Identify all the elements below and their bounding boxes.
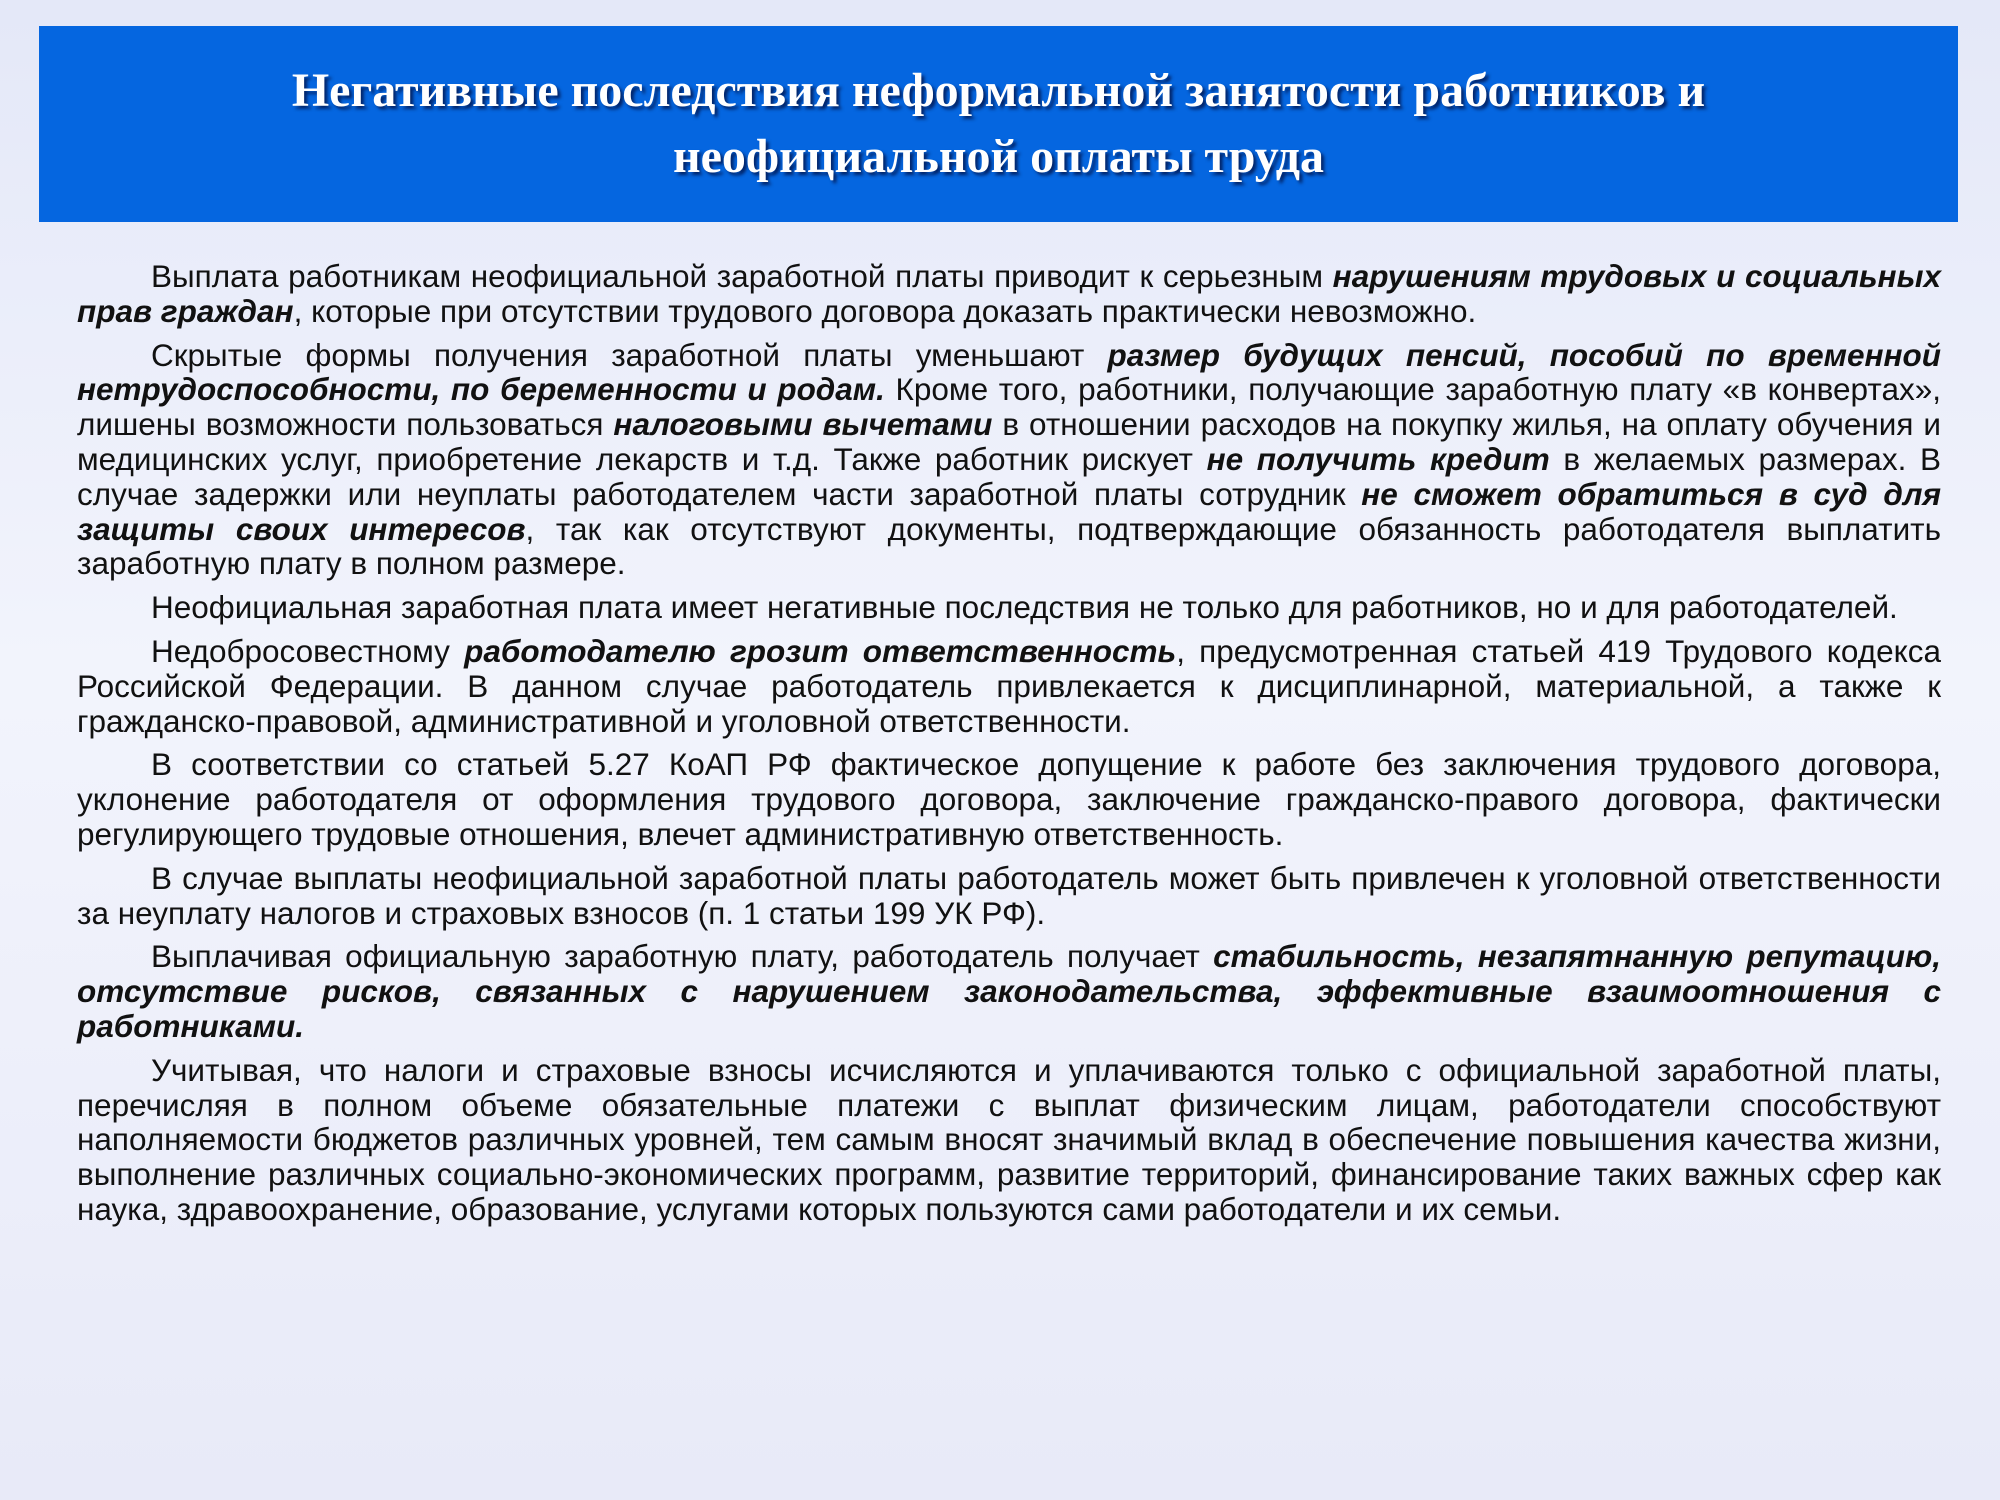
paragraph-employer-consequences [77,590,1941,625]
paragraph-criminal-liability [77,861,1941,931]
text-run: Неофициальная заработная плата имеет негативные последствия не только для работников, но и для работодателей. [151,589,1898,626]
text-run: , которые при отсутствии трудового договора доказать практически невозможно. [293,292,1477,329]
text-run: В случае выплаты неофициальной заработной платы работодатель может быть привлечен к уголовной ответственности за неуплату налогов и страховых взносов (п. 1 статьи 199 УК РФ). [77,859,1941,931]
text-run: , предусмотренная статьей 419 Трудового кодекса Российской Федерации. В данном случае работодатель привлекается к дисциплинарной, материальной, а также к гражданско-правовой, административной и уголовной ответственности. [77,632,1942,739]
emphasis-text: размер будущих пенсий, пособий по временной нетрудоспособности, по беременности и родам. [77,336,1941,408]
text-run: Выплата работникам неофициальной заработной платы приводит к серьезным [151,258,1333,294]
text-run: Учитывая, что налоги и страховые взносы исчисляются и уплачиваются только с официальной заработной платы, перечисляя в полном объеме обязательные платежи с выплат физическим лицам, работодатели способствуют наполняемости бюджетов различных уровней, тем самым вносят значимый вклад в обеспечение повышения качества жизни, выполнение различных социально-экономических программ, развитие территорий, финансирование таких важных сфер как наука, здравоохранение, образование, услугами которых пользуются сами работодатели и их семьи. [77,1051,1941,1227]
emphasis-text: налоговыми вычетами [613,406,993,443]
text-run: , так как отсутствуют документы, подтверждающие обязанность работодателя выплатить заработную плату в полном размере. [77,510,1941,582]
title-banner [39,26,1958,222]
text-run: Скрытые формы получения заработной платы уменьшают [151,336,1108,373]
page-title-line-1: Негативные последствия неформальной занятости работников и [291,64,1706,117]
text-run: Выплачивая официальную заработную плату, работодатель получает [151,938,1214,975]
paragraph-official-wage-benefits [77,939,1941,1043]
text-run: В соответствии со статьей 5.27 КоАП РФ фактическое допущение к работе без заключения трудового договора, уклонение работодателя от оформления трудового договора, заключение гражданско-правого договора, фактически регулирующего трудовые отношения, влечет административную ответственность. [77,746,1941,852]
emphasis-text: работодателю грозит ответственность [464,632,1177,669]
paragraph-hidden-forms [77,338,1941,582]
emphasis-text: не сможет обратиться в суд для защиты своих интересов [77,475,1941,547]
body-text [77,259,1941,1236]
emphasis-text: стабильность, незапятнанную репутацию, отсутствие рисков, связанных с нарушением законодательства, эффективные взаимоотношения с работниками. [77,938,1941,1044]
text-run: в желаемых размерах. В случае задержки или неуплаты работодателем части заработной платы сотрудник [77,440,1941,512]
paragraph-article-419 [77,634,1941,738]
text-run: Недобросовестному [151,632,465,669]
paragraph-koap-5-27 [77,747,1941,851]
paragraph-wage-rights [77,259,1941,329]
emphasis-text: не получить кредит [1206,440,1550,477]
text-run: Кроме того, работники, получающие заработную плату «в конвертах», лишены возможности пользоваться [77,371,1941,443]
text-run: в отношении расходов на покупку жилья, на оплату обучения и медицинских услуг, приобретение лекарств и т.д. Также работник рискует [77,406,1941,477]
paragraph-budget-contribution [77,1053,1941,1227]
emphasis-text: нарушениям трудовых и социальных прав граждан [77,258,1942,329]
page-title-line-2: неофициальной оплаты труда [672,130,1325,183]
